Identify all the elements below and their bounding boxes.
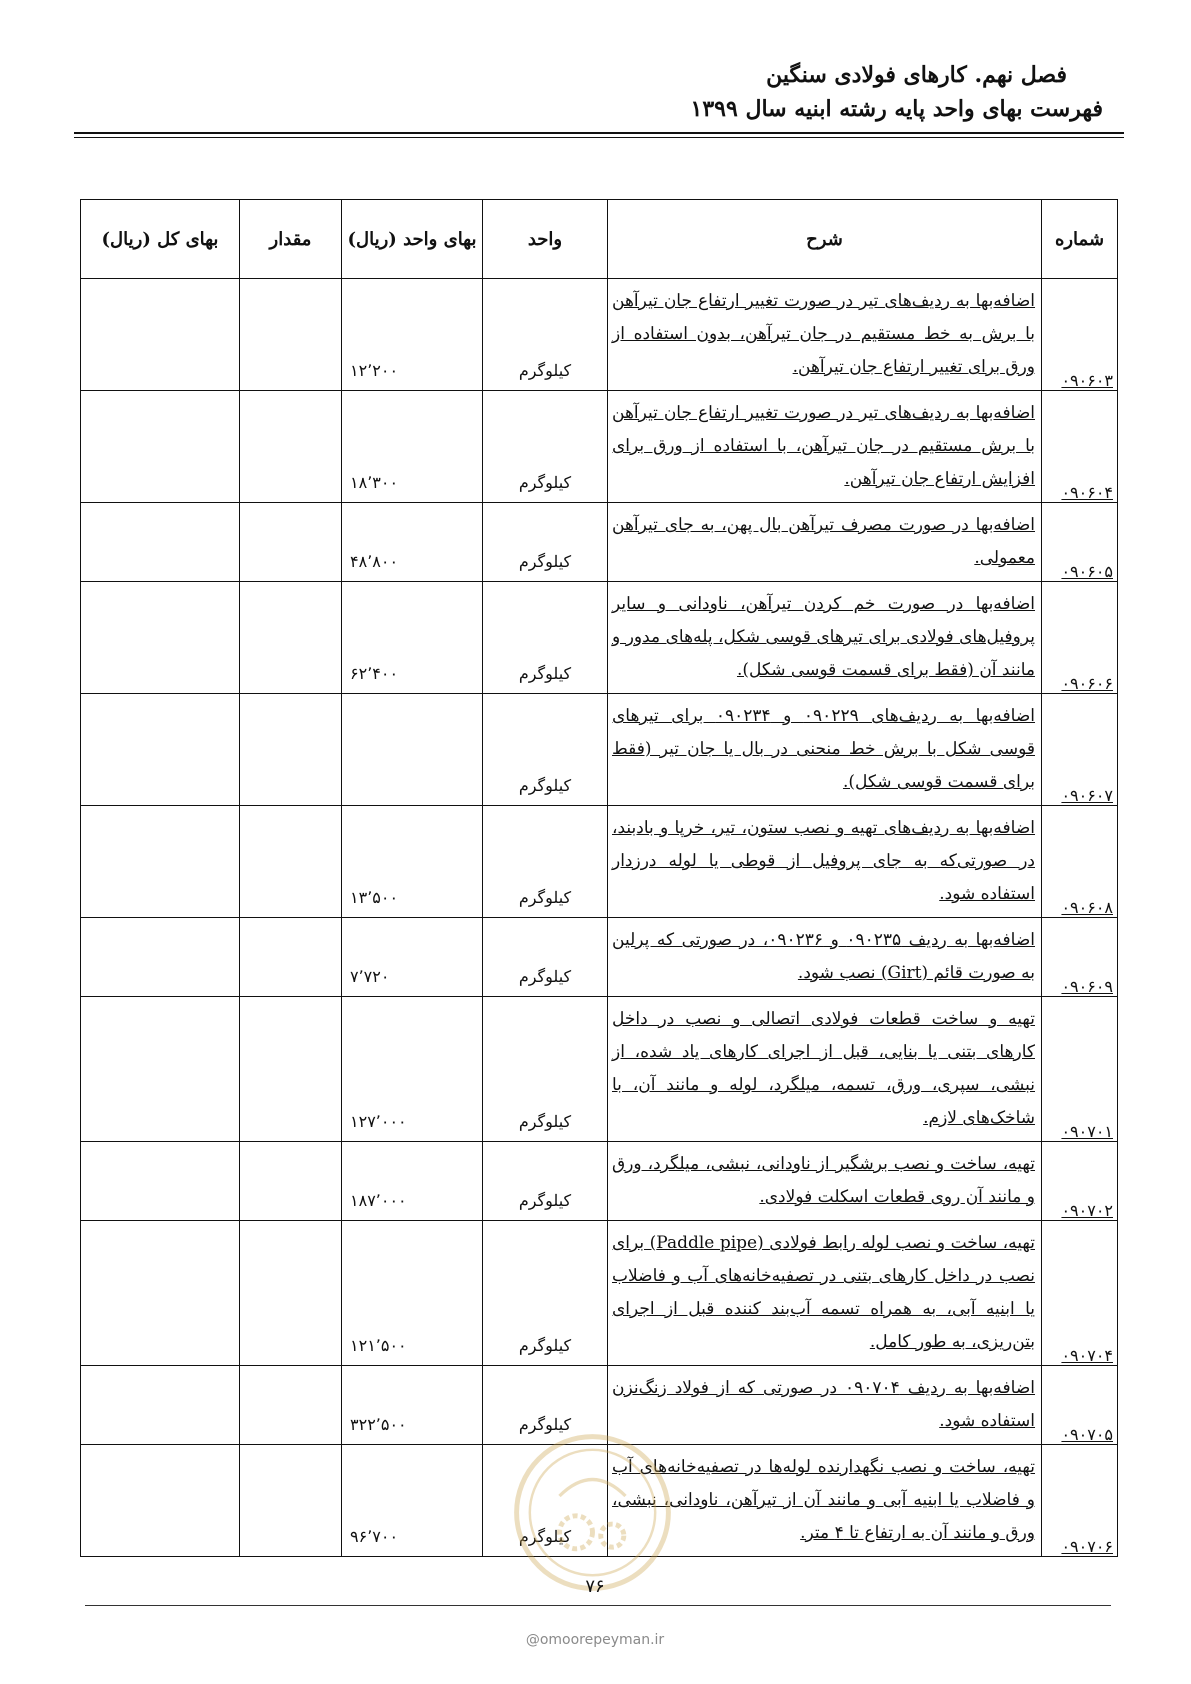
price-table [80, 199, 1118, 1557]
item-code: ۰۹۰۶۰۴ [1042, 391, 1118, 503]
item-total-price [81, 1142, 240, 1221]
item-quantity [240, 391, 342, 503]
item-code: ۰۹۰۶۰۹ [1042, 918, 1118, 997]
item-quantity [240, 918, 342, 997]
item-description: تهیه و ساخت قطعات فولادی اتصالی و نصب در داخل کارهای بتنی یا بنایی، قبل از اجرای کارهای یاد شده، از نبشی، سپری، ورق، تسمه، میلگرد، لوله و مانند آن، با شاخک‌های لازم. [608, 997, 1042, 1142]
header-divider-thick [74, 132, 1124, 134]
table-header-row [81, 200, 1118, 279]
item-quantity [240, 1221, 342, 1366]
item-quantity [240, 582, 342, 694]
item-unit: کیلوگرم [483, 391, 608, 503]
item-total-price [81, 1221, 240, 1366]
item-unit-price: ۱۲۷٬۰۰۰ [342, 997, 483, 1142]
item-total-price [81, 1445, 240, 1557]
table-row [81, 582, 1118, 694]
item-quantity [240, 279, 342, 391]
item-description: اضافه‌بها در صورت خم کردن تیرآهن، ناودانی و سایر پروفیل‌های فولادی برای تیرهای قوسی شکل، پله‌های مدور و مانند آن (فقط برای قسمت قوسی شکل). [608, 582, 1042, 694]
item-quantity [240, 503, 342, 582]
header-unit: واحد [483, 200, 608, 279]
item-unit-price: ۹۶٬۷۰۰ [342, 1445, 483, 1557]
item-quantity [240, 1445, 342, 1557]
item-description: اضافه‌بها به ردیف‌های تهیه و نصب ستون، تیر، خرپا و بادبند، در صورتی‌که به جای پروفیل از قوطی یا لوله درزدار استفاده شود. [608, 806, 1042, 918]
item-unit: کیلوگرم [483, 1366, 608, 1445]
item-unit: کیلوگرم [483, 1445, 608, 1557]
page-header [691, 58, 1103, 126]
item-description: اضافه‌بها به ردیف‌های تیر در صورت تغییر ارتفاع جان تیرآهن با برش به خط مستقیم در جان تیرآهن، بدون استفاده از ورق برای تغییر ارتفاع جان تیرآهن. [608, 279, 1042, 391]
header-total-price: بهای کل (ریال) [81, 200, 240, 279]
item-total-price [81, 918, 240, 997]
watermark-seal-icon [510, 1430, 675, 1595]
item-unit: کیلوگرم [483, 806, 608, 918]
website-watermark: @omoorepeyman.ir [525, 1632, 665, 1648]
item-description: تهیه، ساخت و نصب لوله رابط فولادی (Paddle pipe) برای نصب در داخل کارهای بتنی در تصفیه‌خانه‌های آب و فاضلاب یا ابنیه آبی، به همراه تسمه آب‌بند کننده قبل از اجرای بتن‌ریزی، به طور کامل. [608, 1221, 1042, 1366]
header-divider-thin [74, 137, 1124, 138]
table-row [81, 806, 1118, 918]
item-description: اضافه‌بها به ردیف ۰۹۰۷۰۴ در صورتی که از فولاد زنگ‌نزن استفاده شود. [608, 1366, 1042, 1445]
item-total-price [81, 997, 240, 1142]
item-description: اضافه‌بها به ردیف‌های تیر در صورت تغییر ارتفاع جان تیرآهن با برش مستقیم در جان تیرآهن، با استفاده از ورق برای افزایش ارتفاع جان تیرآهن. [608, 391, 1042, 503]
item-unit: کیلوگرم [483, 997, 608, 1142]
item-code: ۰۹۰۷۰۱ [1042, 997, 1118, 1142]
item-code: ۰۹۰۷۰۶ [1042, 1445, 1118, 1557]
table-row [81, 918, 1118, 997]
item-description: اضافه‌بها به ردیف‌های ۰۹۰۲۲۹ و ۰۹۰۲۳۴ برای تیرهای قوسی شکل با برش خط منحنی در بال یا جان تیر (فقط برای قسمت قوسی شکل). [608, 694, 1042, 806]
price-list-title: فهرست بهای واحد پایه رشته ابنیه سال ۱۳۹۹ [690, 96, 1103, 122]
item-quantity [240, 806, 342, 918]
item-unit-price: ۱۸۷٬۰۰۰ [342, 1142, 483, 1221]
item-unit-price: ۳۲۲٬۵۰۰ [342, 1366, 483, 1445]
item-unit: کیلوگرم [483, 279, 608, 391]
item-code: ۰۹۰۷۰۴ [1042, 1221, 1118, 1366]
table-row [81, 694, 1118, 806]
header-description: شرح [608, 200, 1042, 279]
item-code: ۰۹۰۶۰۸ [1042, 806, 1118, 918]
item-unit: کیلوگرم [483, 1142, 608, 1221]
item-total-price [81, 806, 240, 918]
item-unit-price [342, 694, 483, 806]
item-description: تهیه، ساخت و نصب نگهدارنده لوله‌ها در تصفیه‌خانه‌های آب و فاضلاب یا ابنیه آبی و مانند آن از تیرآهن، ناودانی، نبشی، ورق و مانند آن به ارتفاع تا ۴ متر. [608, 1445, 1042, 1557]
item-code: ۰۹۰۶۰۷ [1042, 694, 1118, 806]
item-unit: کیلوگرم [483, 503, 608, 582]
table-row [81, 997, 1118, 1142]
item-unit-price: ۱۳٬۵۰۰ [342, 806, 483, 918]
item-description: تهیه، ساخت و نصب برشگیر از ناودانی، نبشی، میلگرد، ورق و مانند آن روی قطعات اسکلت فولادی. [608, 1142, 1042, 1221]
item-unit-price: ۱۲٬۲۰۰ [342, 279, 483, 391]
item-description: اضافه‌بها به ردیف ۰۹۰۲۳۵ و ۰۹۰۲۳۶، در صورتی که پرلین به صورت قائم (Girt) نصب شود. [608, 918, 1042, 997]
header-code: شماره [1042, 200, 1118, 279]
item-total-price [81, 1366, 240, 1445]
item-description: اضافه‌بها در صورت مصرف تیرآهن بال پهن، به جای تیرآهن معمولی. [608, 503, 1042, 582]
item-code: ۰۹۰۷۰۵ [1042, 1366, 1118, 1445]
chapter-title: فصل نهم. کارهای فولادی سنگین [766, 62, 1067, 88]
item-quantity [240, 694, 342, 806]
table-row [81, 1221, 1118, 1366]
footer-divider [85, 1605, 1111, 1606]
item-unit-price: ۶۲٬۴۰۰ [342, 582, 483, 694]
item-code: ۰۹۰۶۰۶ [1042, 582, 1118, 694]
item-quantity [240, 1366, 342, 1445]
table-row [81, 503, 1118, 582]
item-quantity [240, 1142, 342, 1221]
item-total-price [81, 279, 240, 391]
item-unit: کیلوگرم [483, 918, 608, 997]
item-code: ۰۹۰۶۰۳ [1042, 279, 1118, 391]
item-unit-price: ۴۸٬۸۰۰ [342, 503, 483, 582]
table-row [81, 391, 1118, 503]
page-number: ۷۶ [585, 1576, 605, 1597]
item-unit-price: ۷٬۷۲۰ [342, 918, 483, 997]
item-quantity [240, 997, 342, 1142]
item-code: ۰۹۰۷۰۲ [1042, 1142, 1118, 1221]
header-unit-price: بهای واحد (ریال) [342, 200, 483, 279]
header-quantity: مقدار [240, 200, 342, 279]
item-unit-price: ۱۲۱٬۵۰۰ [342, 1221, 483, 1366]
table-row [81, 1142, 1118, 1221]
item-unit: کیلوگرم [483, 694, 608, 806]
table-row [81, 279, 1118, 391]
item-unit-price: ۱۸٬۳۰۰ [342, 391, 483, 503]
item-unit: کیلوگرم [483, 1221, 608, 1366]
item-total-price [81, 694, 240, 806]
item-total-price [81, 582, 240, 694]
item-unit: کیلوگرم [483, 582, 608, 694]
item-total-price [81, 391, 240, 503]
item-total-price [81, 503, 240, 582]
item-code: ۰۹۰۶۰۵ [1042, 503, 1118, 582]
